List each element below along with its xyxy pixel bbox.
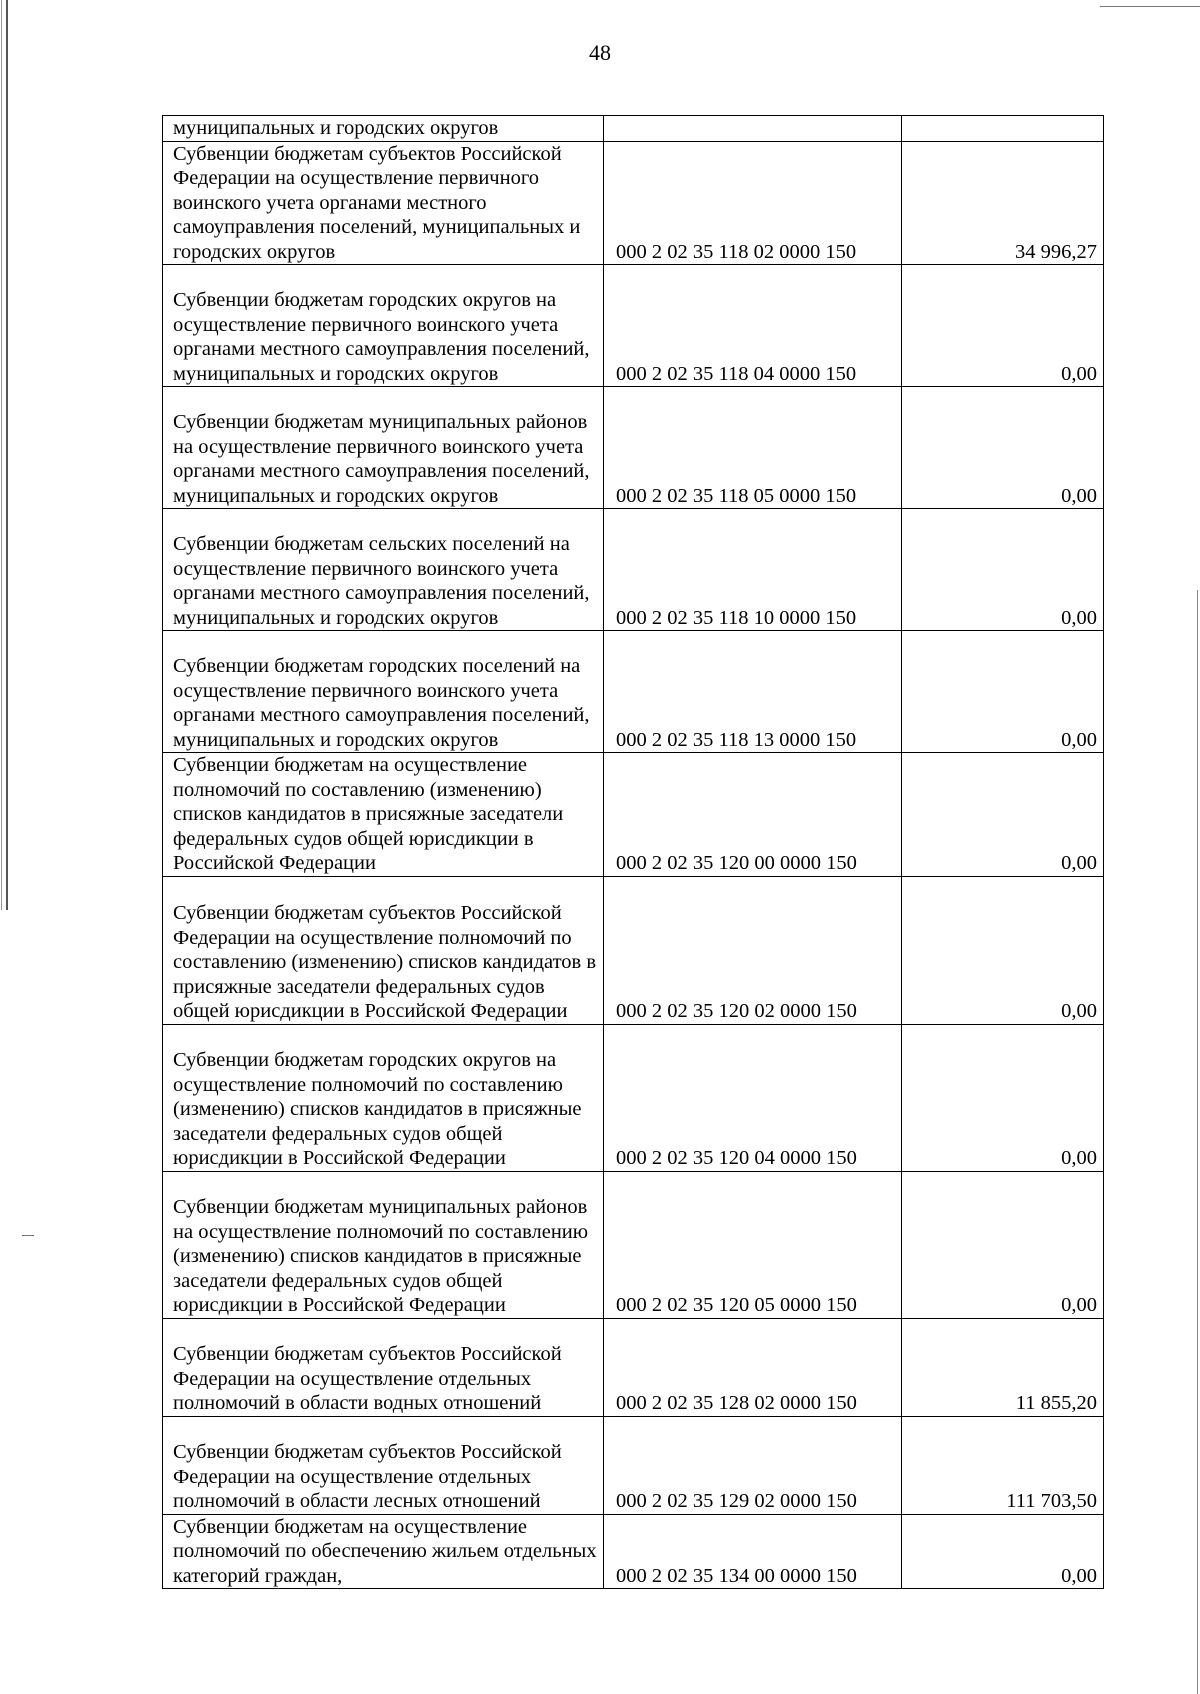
row-name-cell — [163, 509, 604, 631]
table-row — [163, 509, 1104, 631]
row-code: 000 2 02 35 118 13 0000 150 — [616, 728, 857, 751]
row-name: Субвенции бюджетам на осуществление полномочий по составлению (изменению) списков кандидатов в присяжные заседатели федеральных судов общей юрисдикции в Российской Федерации — [173, 754, 564, 874]
table-row — [163, 141, 1104, 265]
row-amount-cell — [902, 1318, 1104, 1416]
row-code: 000 2 02 35 120 04 0000 150 — [616, 1147, 857, 1169]
row-code: 000 2 02 35 129 02 0000 150 — [616, 1490, 857, 1512]
row-name-cell — [163, 631, 604, 753]
row-amount-cell — [902, 753, 1104, 877]
row-name: Субвенции бюджетам субъектов Российской Федерации на осуществление отдельных полномочий в области водных отношений — [173, 1343, 562, 1414]
row-code: 000 2 02 35 134 00 0000 150 — [616, 1564, 857, 1587]
scan-edge-line — [1100, 6, 1200, 7]
row-name-cell — [163, 1171, 604, 1318]
row-code-cell — [604, 753, 902, 877]
table-row — [163, 387, 1104, 509]
row-name-cell — [163, 1514, 604, 1589]
row-amount-cell — [902, 876, 1104, 1024]
table-row — [163, 1514, 1104, 1589]
row-name-cell — [163, 1318, 604, 1416]
row-name: Субвенции бюджетам субъектов Российской Федерации на осуществление первичного воинского учета органами местного самоуправления поселений, муниципальных и городских округов — [173, 142, 581, 263]
row-code-cell — [604, 1318, 902, 1416]
row-code-cell — [604, 631, 902, 753]
row-name: Субвенции бюджетам муниципальных районов на осуществление первичного воинского учета органами местного самоуправления поселений, муниципальных и городских округов — [173, 411, 590, 507]
row-name-cell — [163, 1024, 604, 1171]
table-row — [163, 1318, 1104, 1416]
row-name: муниципальных и городских округов — [173, 117, 499, 139]
row-code: 000 2 02 35 120 02 0000 150 — [616, 1000, 857, 1022]
table-row — [163, 265, 1104, 387]
row-code: 000 2 02 35 128 02 0000 150 — [616, 1392, 857, 1414]
row-code-cell — [604, 265, 902, 387]
row-amount: 0,00 — [1061, 728, 1097, 751]
row-code-cell — [604, 116, 902, 142]
row-amount-cell — [902, 1171, 1104, 1318]
row-code: 000 2 02 35 120 00 0000 150 — [616, 852, 857, 874]
scan-mark — [22, 1235, 34, 1236]
row-amount: 0,00 — [1061, 1564, 1097, 1587]
row-amount-cell — [902, 265, 1104, 387]
row-amount: 11 855,20 — [1015, 1392, 1097, 1414]
budget-table — [162, 115, 1104, 1589]
row-code-cell — [604, 509, 902, 631]
table-row — [163, 631, 1104, 753]
row-code: 000 2 02 35 120 05 0000 150 — [616, 1294, 857, 1316]
row-name: Субвенции бюджетам сельских поселений на осуществление первичного воинского учета органами местного самоуправления поселений, муниципальных и городских округов — [173, 533, 590, 629]
table-row — [163, 1416, 1104, 1514]
row-amount-cell — [902, 387, 1104, 509]
row-name-cell — [163, 387, 604, 509]
row-amount-cell — [902, 509, 1104, 631]
scan-edge-line — [1, 0, 2, 910]
row-amount-cell — [902, 116, 1104, 142]
row-name: Субвенции бюджетам муниципальных районов на осуществление полномочий по составлению (изменению) списков кандидатов в присяжные заседатели федеральных судов общей юрисдикции в Российской Федерации — [173, 1196, 589, 1316]
row-name-cell — [163, 265, 604, 387]
row-amount: 0,00 — [1061, 1147, 1097, 1169]
row-amount-cell — [902, 631, 1104, 753]
page-number: 48 — [589, 40, 611, 65]
row-code: 000 2 02 35 118 04 0000 150 — [616, 362, 857, 385]
row-name-cell — [163, 116, 604, 142]
table-row — [163, 1171, 1104, 1318]
scan-edge-line — [1197, 590, 1198, 1694]
table-row — [163, 116, 1104, 142]
row-code-cell — [604, 1416, 902, 1514]
row-name-cell — [163, 876, 604, 1024]
row-amount: 0,00 — [1061, 1000, 1097, 1022]
row-name-cell — [163, 753, 604, 877]
row-amount: 0,00 — [1061, 1294, 1097, 1316]
row-name: Субвенции бюджетам субъектов Российской Федерации на осуществление полномочий по составлению (изменению) списков кандидатов в присяжные заседатели федеральных судов общей юрисдикции в Российской Федерации — [173, 902, 596, 1022]
row-amount: 0,00 — [1061, 362, 1097, 385]
scan-edge-line — [6, 0, 8, 910]
row-name: Субвенции бюджетам городских поселений на осуществление первичного воинского учета органами местного самоуправления поселений, муниципальных и городских округов — [173, 655, 590, 751]
row-amount-cell — [902, 1416, 1104, 1514]
row-code-cell — [604, 876, 902, 1024]
row-code-cell — [604, 387, 902, 509]
row-code-cell — [604, 1171, 902, 1318]
table-row — [163, 753, 1104, 877]
row-amount: 111 703,50 — [1006, 1490, 1097, 1512]
row-amount: 0,00 — [1061, 852, 1097, 874]
row-code: 000 2 02 35 118 05 0000 150 — [616, 484, 857, 507]
row-name: Субвенции бюджетам городских округов на осуществление полномочий по составлению (изменению) списков кандидатов в присяжные заседатели федеральных судов общей юрисдикции в Российской Федерации — [173, 1049, 582, 1169]
row-name: Субвенции бюджетам на осуществление полномочий по обеспечению жильем отдельных категорий граждан, — [173, 1515, 597, 1587]
row-name: Субвенции бюджетам городских округов на осуществление первичного воинского учета органами местного самоуправления поселений, муниципальных и городских округов — [173, 289, 590, 385]
table-row — [163, 1024, 1104, 1171]
table-row — [163, 876, 1104, 1024]
row-name-cell — [163, 141, 604, 265]
row-code-cell — [604, 1024, 902, 1171]
row-amount: 0,00 — [1061, 606, 1097, 629]
row-name: Субвенции бюджетам субъектов Российской Федерации на осуществление отдельных полномочий в области лесных отношений — [173, 1441, 562, 1512]
row-amount-cell — [902, 1514, 1104, 1589]
row-amount-cell — [902, 1024, 1104, 1171]
row-code-cell — [604, 1514, 902, 1589]
row-code: 000 2 02 35 118 02 0000 150 — [616, 240, 857, 263]
row-code: 000 2 02 35 118 10 0000 150 — [616, 606, 857, 629]
row-amount: 34 996,27 — [1015, 240, 1097, 263]
row-name-cell — [163, 1416, 604, 1514]
row-amount-cell — [902, 141, 1104, 265]
row-code-cell — [604, 141, 902, 265]
row-amount: 0,00 — [1061, 484, 1097, 507]
